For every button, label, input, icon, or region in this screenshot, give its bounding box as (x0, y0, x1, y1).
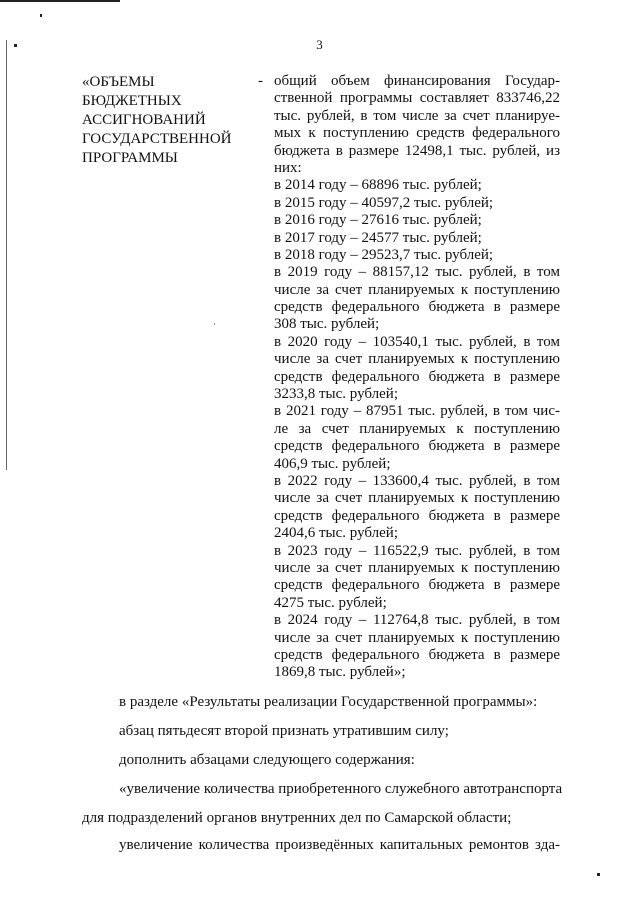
funding-line: средств федерального бюджета в размере (274, 438, 560, 455)
funding-line: ле за счет планируемых к поступлению (274, 420, 560, 437)
scan-mark-dot (40, 14, 42, 17)
funding-line: в 2023 году – 116522,9 тыс. рублей, в том (274, 542, 560, 559)
page-number: 3 (316, 37, 323, 52)
funding-line: тыс. рублей, в том числе за счет планируе- (274, 107, 560, 124)
funding-line: средств федерального бюджета в размере (274, 368, 560, 385)
paragraph-add-abzacs: дополнить абзацами следующего содержания: (119, 752, 415, 768)
scan-mark-dot (214, 323, 215, 325)
funding-line: в 2020 году – 103540,1 тыс. рублей, в том (274, 333, 560, 350)
heading-line: «ОБЪЕМЫ (82, 74, 155, 90)
funding-line: 308 тыс. рублей; (274, 316, 380, 333)
scan-mark-dot (597, 873, 600, 876)
funding-line: них: (274, 159, 302, 176)
funding-line: в 2017 году – 24577 тыс. рублей; (274, 229, 482, 246)
funding-line: мых к поступлению средств федерального (274, 125, 560, 142)
funding-line: 406,9 тыс. рублей; (274, 455, 391, 472)
funding-line: числе за счет планируемых к поступлению (274, 351, 560, 368)
scan-mark-top-bar (0, 0, 120, 2)
funding-line: числе за счет планируемых к поступлению (274, 281, 560, 298)
funding-line: средств федерального бюджета в размере (274, 646, 560, 663)
funding-line: общий объем финансирования Государ- (274, 73, 560, 89)
funding-line: 3233,8 тыс. рублей; (274, 386, 398, 403)
list-dash: - (258, 73, 263, 89)
funding-line: в 2024 году – 112764,8 тыс. рублей, в том (274, 612, 560, 629)
paragraph-abolish-abzac: абзац пятьдесят второй признать утратившим силу; (119, 723, 449, 739)
funding-line: бюджета в размере 12498,1 тыс. рублей, из (274, 142, 560, 159)
funding-line: в 2019 году – 88157,12 тыс. рублей, в том (274, 264, 560, 281)
funding-line: в 2018 году – 29523,7 тыс. рублей; (274, 246, 494, 263)
funding-line: ственной программы составляет 833746,22 (274, 90, 560, 107)
paragraph-results-section: в разделе «Результаты реализации Государственной программы»: (119, 694, 538, 710)
funding-line: в 2016 году – 27616 тыс. рублей; (274, 212, 482, 229)
paragraph-vehicles-line2: для подразделений органов внутренних дел по Самарской области; (82, 810, 512, 826)
funding-line: 2404,6 тыс. рублей; (274, 525, 398, 542)
heading-line: ГОСУДАРСТВЕННОЙ (82, 131, 232, 147)
funding-line: 1869,8 тыс. рублей»; (274, 664, 406, 681)
funding-line: в 2015 году – 40597,2 тыс. рублей; (274, 194, 494, 211)
heading-line: ПРОГРАММЫ (82, 150, 178, 166)
heading-line: БЮДЖЕТНЫХ (82, 93, 182, 109)
section-heading (82, 73, 257, 168)
funding-volume-text (274, 73, 560, 682)
funding-line: средств федерального бюджета в размере (274, 299, 560, 316)
paragraph-vehicles-line1: «увеличение количества приобретенного служебного автотранспорта (119, 781, 563, 797)
funding-line: средств федерального бюджета в размере (274, 507, 560, 524)
funding-line: в 2022 году – 133600,4 тыс. рублей, в том (274, 472, 560, 489)
funding-line: средств федерального бюджета в размере (274, 577, 560, 594)
funding-line: числе за счет планируемых к поступлению (274, 629, 560, 646)
funding-line: 4275 тыс. рублей; (274, 594, 387, 611)
funding-line: в 2014 году – 68896 тыс. рублей; (274, 177, 482, 194)
funding-line: в 2021 году – 87951 тыс. рублей, в том чис- (274, 403, 560, 420)
funding-line: числе за счет планируемых к поступлению (274, 559, 560, 576)
scan-mark-left-edge (6, 40, 7, 470)
heading-line: АССИГНОВАНИЙ (82, 112, 206, 128)
paragraph-repairs: увеличение количества произведённых капитальных ремонтов зда- (119, 837, 560, 853)
funding-line: числе за счет планируемых к поступлению (274, 490, 560, 507)
